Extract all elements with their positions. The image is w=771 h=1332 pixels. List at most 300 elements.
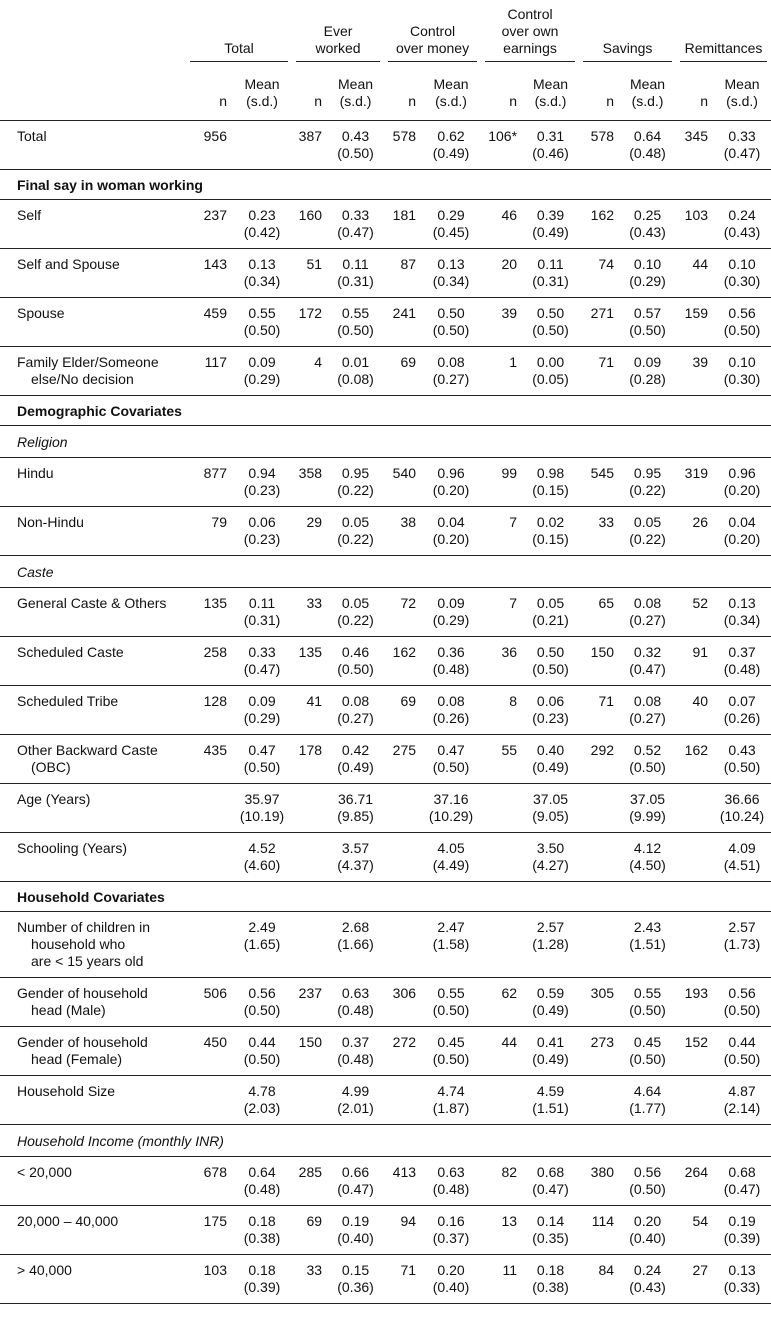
cell-sd: (1.77) — [629, 1100, 666, 1116]
cell-sd: (0.50) — [337, 661, 374, 677]
cell-mean-sd — [232, 686, 292, 735]
cell-n: 103 — [676, 200, 713, 249]
cell-sd: (0.40) — [337, 1230, 374, 1246]
cell-mean-sd — [327, 298, 384, 347]
cell-mean: 0.63 — [341, 985, 370, 1001]
cell-mean: 2.57 — [728, 919, 756, 935]
cell-sd: (0.22) — [629, 531, 666, 547]
cell-sd: (0.48) — [337, 1051, 374, 1067]
cell-n: 678 — [186, 1157, 232, 1206]
cell-sd: (0.20) — [432, 531, 470, 547]
cell-mean-sd — [327, 978, 384, 1027]
cell-sd: (4.51) — [723, 857, 761, 873]
cell-n: 99 — [481, 458, 522, 507]
cell-mean-sd — [619, 200, 676, 249]
cell-mean: 0.42 — [341, 742, 370, 758]
table-row — [0, 833, 771, 882]
cell-sd: (0.26) — [432, 710, 470, 726]
header-group-line: worked — [315, 40, 361, 56]
cell-mean: 0.04 — [728, 514, 756, 530]
text-line: Non-Hindu — [17, 514, 84, 530]
cell-n: 71 — [579, 347, 619, 396]
header-group-1 — [292, 0, 384, 66]
cell-mean-sd — [232, 298, 292, 347]
cell-n: 150 — [579, 637, 619, 686]
cell-n: 72 — [384, 588, 421, 637]
cell-mean-sd — [619, 833, 676, 882]
cell-mean: 0.59 — [536, 985, 565, 1001]
row-label — [0, 1206, 186, 1255]
cell-mean: 0.33 — [728, 128, 756, 144]
header-group-line: Savings — [602, 40, 653, 56]
cell-sd: (0.48) — [723, 661, 761, 677]
section-title: Demographic Covariates — [0, 396, 771, 426]
cell-mean: 0.68 — [536, 1164, 565, 1180]
header-sub-corner — [0, 66, 186, 121]
cell-sd: (0.05) — [532, 371, 569, 387]
table-row — [0, 347, 771, 396]
text-line: household who — [31, 936, 126, 952]
cell-mean-sd — [232, 1157, 292, 1206]
cell-n: 69 — [292, 1206, 327, 1255]
cell-n: 13 — [481, 1206, 522, 1255]
cell-mean: 2.43 — [633, 919, 662, 935]
cell-n: 358 — [292, 458, 327, 507]
cell-mean-sd — [232, 249, 292, 298]
cell-sd: (1.65) — [243, 936, 281, 952]
header-sd: (s.d.) — [435, 93, 467, 109]
text-line: (OBC) — [31, 759, 71, 775]
cell-mean-sd — [713, 735, 771, 784]
cell-mean: 0.50 — [536, 644, 565, 660]
cell-n: 305 — [579, 978, 619, 1027]
text-line: head (Female) — [31, 1051, 123, 1067]
cell-mean: 0.08 — [633, 693, 662, 709]
cell-n: 306 — [384, 978, 421, 1027]
header-sd: (s.d.) — [339, 93, 372, 109]
cell-n: 135 — [186, 588, 232, 637]
table-row — [0, 507, 771, 556]
cell-mean-sd — [421, 200, 481, 249]
cell-sd: (0.26) — [723, 710, 761, 726]
cell-sd: (0.34) — [243, 273, 281, 289]
cell-sd: (2.14) — [723, 1100, 761, 1116]
cell-sd: (0.27) — [629, 612, 666, 628]
cell-mean-sd — [713, 1206, 771, 1255]
section-header-row — [0, 396, 771, 426]
cell-mean-sd — [421, 1027, 481, 1076]
cell-mean: 0.62 — [437, 128, 465, 144]
cell-sd: (0.50) — [432, 322, 470, 338]
cell-sd: (0.47) — [629, 661, 666, 677]
cell-sd: (0.30) — [723, 273, 761, 289]
text-line: Number of children in — [17, 919, 151, 935]
cell-sd: (0.30) — [723, 371, 761, 387]
cell-mean-sd — [713, 121, 771, 170]
cell-mean: 0.10 — [728, 256, 756, 272]
row-label — [0, 1076, 186, 1125]
cell-mean-sd — [522, 1076, 579, 1125]
cell-sd: (4.50) — [629, 857, 666, 873]
cell-n: 264 — [676, 1157, 713, 1206]
cell-mean: 3.57 — [341, 840, 370, 856]
text-line: Scheduled Caste — [17, 644, 124, 660]
cell-n — [481, 1076, 522, 1125]
cell-sd: (0.50) — [243, 1002, 281, 1018]
cell-mean: 0.52 — [633, 742, 662, 758]
cell-mean: 2.57 — [536, 919, 565, 935]
cell-mean-sd — [713, 912, 771, 978]
cell-mean: 0.19 — [728, 1213, 756, 1229]
cell-mean-sd — [522, 912, 579, 978]
cell-sd: (0.34) — [723, 612, 761, 628]
cell-n: 285 — [292, 1157, 327, 1206]
cell-sd: (0.50) — [243, 759, 281, 775]
header-group-5 — [676, 0, 771, 66]
cell-mean: 0.32 — [633, 644, 662, 660]
cell-mean: 0.96 — [437, 465, 465, 481]
cell-n: 578 — [384, 121, 421, 170]
row-label — [0, 833, 186, 882]
cell-mean-sd — [522, 507, 579, 556]
cell-mean: 4.59 — [536, 1083, 565, 1099]
cell-mean-sd — [713, 347, 771, 396]
cell-mean-sd — [327, 121, 384, 170]
header-group-2 — [384, 0, 481, 66]
cell-n — [186, 784, 232, 833]
cell-mean-sd — [522, 784, 579, 833]
cell-mean: 36.71 — [338, 791, 374, 807]
header-group-line: Control — [409, 23, 456, 39]
section-title: Household Covariates — [0, 882, 771, 912]
cell-n: 162 — [676, 735, 713, 784]
cell-mean-sd — [232, 507, 292, 556]
cell-n: 135 — [292, 637, 327, 686]
cell-mean: 0.18 — [248, 1262, 276, 1278]
cell-n: 292 — [579, 735, 619, 784]
text-line: Other Backward Caste — [17, 742, 158, 758]
cell-mean: 0.47 — [437, 742, 465, 758]
cell-mean: 0.14 — [536, 1213, 565, 1229]
row-label — [0, 1157, 186, 1206]
cell-n — [292, 784, 327, 833]
cell-n: 193 — [676, 978, 713, 1027]
cell-mean-sd — [522, 347, 579, 396]
cell-sd: (1.51) — [629, 936, 666, 952]
cell-n: 237 — [292, 978, 327, 1027]
cell-mean: 0.00 — [536, 354, 565, 370]
cell-mean: 37.16 — [433, 791, 469, 807]
cell-mean-sd — [421, 298, 481, 347]
cell-mean-sd — [421, 1255, 481, 1304]
cell-mean-sd — [522, 686, 579, 735]
cell-sd: (0.47) — [337, 1181, 374, 1197]
cell-sd: (0.29) — [629, 273, 666, 289]
cell-mean-sd — [327, 637, 384, 686]
cell-mean-sd — [619, 735, 676, 784]
cell-sd: (0.28) — [629, 371, 666, 387]
cell-sd: (0.29) — [243, 371, 281, 387]
cell-mean: 0.09 — [248, 354, 276, 370]
cell-mean: 0.50 — [437, 305, 465, 321]
cell-n: 82 — [481, 1157, 522, 1206]
cell-mean-sd — [232, 200, 292, 249]
table-row — [0, 686, 771, 735]
header-group-line: Total — [224, 40, 254, 56]
cell-n — [481, 784, 522, 833]
cell-mean: 0.33 — [248, 644, 276, 660]
cell-mean-sd — [619, 1076, 676, 1125]
table-row — [0, 1027, 771, 1076]
cell-mean-sd — [232, 121, 292, 170]
row-label — [0, 200, 186, 249]
subsection-title: Religion — [0, 426, 771, 458]
cell-sd: (0.50) — [723, 1051, 761, 1067]
header-mean-sd — [232, 66, 292, 121]
cell-mean-sd — [522, 1157, 579, 1206]
cell-sd: (0.22) — [337, 482, 374, 498]
cell-sd: (0.45) — [432, 224, 470, 240]
cell-mean-sd — [327, 784, 384, 833]
cell-n: 11 — [481, 1255, 522, 1304]
cell-n: 345 — [676, 121, 713, 170]
cell-sd: (9.85) — [337, 808, 374, 824]
cell-mean: 0.02 — [536, 514, 565, 530]
cell-mean: 0.31 — [536, 128, 565, 144]
cell-sd: (0.40) — [432, 1279, 470, 1295]
cell-n — [384, 784, 421, 833]
cell-mean-sd — [421, 249, 481, 298]
cell-sd: (0.43) — [629, 224, 666, 240]
cell-n: 387 — [292, 121, 327, 170]
cell-mean-sd — [619, 912, 676, 978]
cell-mean: 0.05 — [536, 595, 565, 611]
cell-n: 52 — [676, 588, 713, 637]
cell-mean: 4.78 — [248, 1083, 276, 1099]
cell-mean: 0.04 — [437, 514, 465, 530]
cell-n: 143 — [186, 249, 232, 298]
cell-n: 272 — [384, 1027, 421, 1076]
row-label — [0, 784, 186, 833]
header-group-row — [0, 0, 771, 66]
cell-mean-sd — [619, 1206, 676, 1255]
cell-mean: 0.64 — [633, 128, 662, 144]
cell-mean: 0.15 — [341, 1262, 370, 1278]
cell-n: 435 — [186, 735, 232, 784]
header-group-label — [388, 23, 477, 62]
cell-mean: 0.37 — [728, 644, 756, 660]
cell-n: 271 — [579, 298, 619, 347]
cell-sd: (1.66) — [337, 936, 374, 952]
cell-n: 74 — [579, 249, 619, 298]
cell-mean-sd — [421, 637, 481, 686]
header-mean: Mean — [724, 76, 760, 92]
cell-sd: (0.23) — [243, 531, 281, 547]
cell-sd: (0.48) — [629, 145, 666, 161]
cell-sd: (0.15) — [532, 531, 569, 547]
cell-mean-sd — [522, 1255, 579, 1304]
cell-mean-sd — [713, 637, 771, 686]
table-row — [0, 588, 771, 637]
text-line: Spouse — [17, 305, 65, 321]
header-n: n — [408, 93, 417, 109]
cell-mean-sd — [713, 200, 771, 249]
cell-sd: (0.29) — [432, 612, 470, 628]
cell-n: 319 — [676, 458, 713, 507]
cell-mean: 0.24 — [633, 1262, 662, 1278]
cell-sd: (0.50) — [432, 1051, 470, 1067]
cell-sd: (0.49) — [532, 759, 569, 775]
cell-n — [292, 833, 327, 882]
cell-mean: 0.98 — [536, 465, 565, 481]
section-header-row — [0, 170, 771, 200]
cell-mean: 0.09 — [248, 693, 276, 709]
row-label — [0, 978, 186, 1027]
cell-mean: 0.19 — [341, 1213, 370, 1229]
subsection-header-row — [0, 426, 771, 458]
cell-sd: (0.31) — [532, 273, 569, 289]
cell-mean-sd — [327, 458, 384, 507]
cell-n: 7 — [481, 507, 522, 556]
cell-n: 877 — [186, 458, 232, 507]
section-title: Final say in woman working — [0, 170, 771, 200]
cell-mean-sd — [421, 912, 481, 978]
cell-mean-sd — [713, 978, 771, 1027]
cell-sd: (0.31) — [243, 612, 281, 628]
cell-mean: 0.40 — [536, 742, 565, 758]
cell-mean-sd — [713, 458, 771, 507]
cell-mean: 0.18 — [248, 1213, 276, 1229]
cell-n — [292, 912, 327, 978]
cell-mean: 0.66 — [341, 1164, 370, 1180]
cell-sd: (0.27) — [629, 710, 666, 726]
cell-n: 114 — [579, 1206, 619, 1255]
cell-n: 8 — [481, 686, 522, 735]
cell-mean-sd — [522, 298, 579, 347]
cell-n — [186, 833, 232, 882]
cell-sd: (1.51) — [532, 1100, 569, 1116]
cell-mean: 0.11 — [537, 256, 564, 272]
cell-n: 38 — [384, 507, 421, 556]
cell-mean: 4.12 — [633, 840, 662, 856]
table-row — [0, 1157, 771, 1206]
cell-mean: 0.13 — [728, 1262, 756, 1278]
cell-sd: (0.50) — [723, 322, 761, 338]
cell-mean: 0.46 — [341, 644, 370, 660]
cell-n: 578 — [579, 121, 619, 170]
cell-mean: 0.24 — [728, 207, 756, 223]
cell-n: 33 — [292, 588, 327, 637]
cell-mean-sd — [327, 912, 384, 978]
cell-mean: 0.50 — [536, 305, 565, 321]
subsection-header-row — [0, 556, 771, 588]
table-row — [0, 978, 771, 1027]
cell-n: 237 — [186, 200, 232, 249]
cell-sd: (1.73) — [723, 936, 761, 952]
header-group-line: over money — [395, 40, 470, 56]
header-n: n — [314, 93, 323, 109]
header-group-line: earnings — [503, 40, 557, 56]
cell-mean-sd — [619, 121, 676, 170]
text-line: Self — [17, 207, 42, 223]
cell-mean: 0.20 — [633, 1213, 662, 1229]
cell-mean: 0.10 — [728, 354, 756, 370]
cell-n — [676, 912, 713, 978]
cell-sd: (0.20) — [432, 482, 470, 498]
cell-n: 506 — [186, 978, 232, 1027]
cell-mean: 0.08 — [341, 693, 370, 709]
cell-mean: 0.37 — [341, 1034, 370, 1050]
header-n: n — [700, 93, 709, 109]
cell-n: 152 — [676, 1027, 713, 1076]
cell-n: 181 — [384, 200, 421, 249]
cell-n — [384, 1076, 421, 1125]
cell-sd: (0.49) — [532, 224, 569, 240]
cell-n: 39 — [676, 347, 713, 396]
cell-mean-sd — [619, 1255, 676, 1304]
cell-n: 1 — [481, 347, 522, 396]
cell-mean: 0.11 — [342, 256, 369, 272]
cell-n: 84 — [579, 1255, 619, 1304]
header-group-line: over own — [501, 23, 559, 39]
cell-n: 103 — [186, 1255, 232, 1304]
text-line: > 40,000 — [17, 1262, 72, 1278]
cell-mean-sd — [327, 1076, 384, 1125]
cell-sd: (0.20) — [723, 482, 761, 498]
cell-sd: (0.33) — [723, 1279, 761, 1295]
header-mean-sd — [327, 66, 384, 121]
cell-n: 40 — [676, 686, 713, 735]
cell-mean-sd — [327, 1255, 384, 1304]
cell-n — [676, 1076, 713, 1125]
cell-mean-sd — [327, 200, 384, 249]
cell-mean: 0.44 — [728, 1034, 756, 1050]
cell-sd: (0.50) — [432, 759, 470, 775]
cell-n: 54 — [676, 1206, 713, 1255]
row-label — [0, 249, 186, 298]
cell-mean: 4.87 — [728, 1083, 756, 1099]
table-row — [0, 1076, 771, 1125]
cell-sd: (0.50) — [337, 145, 374, 161]
header-n: n — [509, 93, 518, 109]
cell-n: 87 — [384, 249, 421, 298]
header-mean: Mean — [244, 76, 280, 92]
cell-mean-sd — [713, 249, 771, 298]
cell-sd: (0.50) — [532, 661, 569, 677]
cell-sd: (0.15) — [532, 482, 569, 498]
cell-mean-sd — [232, 1255, 292, 1304]
cell-mean: 0.95 — [633, 465, 662, 481]
header-group-3 — [481, 0, 579, 66]
cell-sd: (0.50) — [432, 1002, 470, 1018]
table-row — [0, 1255, 771, 1304]
cell-mean-sd — [327, 588, 384, 637]
cell-mean-sd — [522, 121, 579, 170]
header-group-label — [190, 40, 288, 62]
header-group-0 — [186, 0, 292, 66]
cell-sd: (10.19) — [239, 808, 285, 824]
cell-mean-sd — [327, 347, 384, 396]
cell-sd: (0.49) — [532, 1002, 569, 1018]
cell-mean: 2.68 — [341, 919, 370, 935]
cell-mean: 4.99 — [341, 1083, 370, 1099]
cell-n: 117 — [186, 347, 232, 396]
cell-mean: 0.16 — [437, 1213, 465, 1229]
header-mean: Mean — [338, 76, 374, 92]
cell-n: 956 — [186, 121, 232, 170]
cell-mean: 4.74 — [437, 1083, 465, 1099]
header-corner — [0, 0, 186, 66]
